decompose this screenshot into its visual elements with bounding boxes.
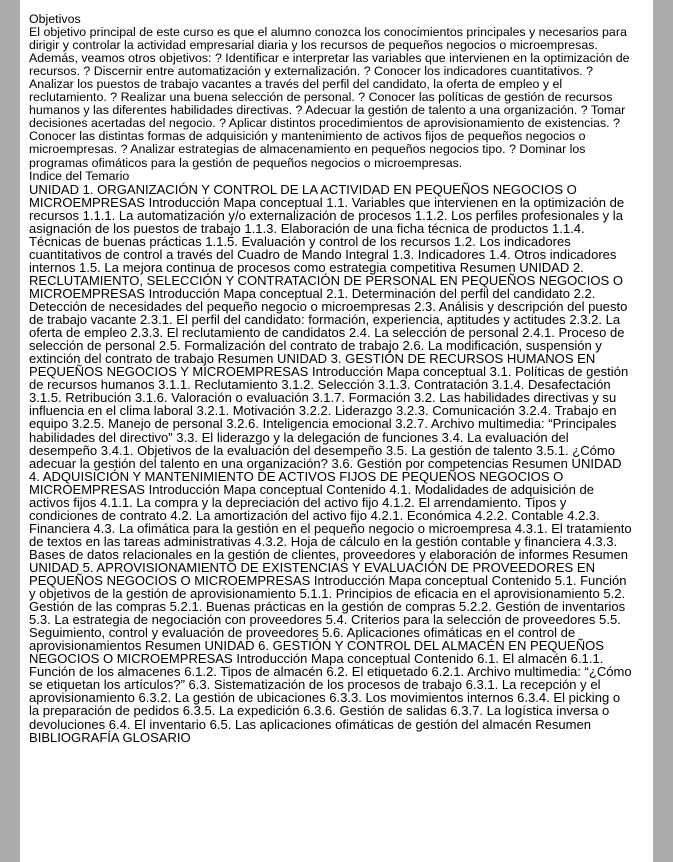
objectives-heading: Objetivos bbox=[29, 12, 81, 26]
viewer-gutter-right bbox=[653, 0, 673, 862]
viewer-gutter-left bbox=[0, 0, 20, 862]
index-heading: Indice del Temario bbox=[29, 168, 130, 183]
page-content bbox=[29, 13, 633, 744]
document-page bbox=[20, 0, 653, 862]
objectives-text: El objetivo principal de este curso es que el alumno conozca los conocimientos principales y necesarios para dirigir y controlar la actividad empresarial diaria y los recursos de pequeños negocios o microempresas. Además, veamos otros objetivos: ? Identificar e interpretar las variables que intervienen en la optimización de recursos. ? Discernir entre automatización y externalización. ? Conocer los indicadores cuantitativos. ? Analizar los puestos de trabajo vacantes a través del perfil del candidato, la oferta de empleo y el reclutamiento. ? Realizar una buena selección de personal. ? Conocer las políticas de gestión de recursos humanos y las diferentes habilidades directivas. ? Adecuar la gestión de talento a una organización. ? Tomar decisiones acertadas del negocio. ? Aplicar distintos procedimientos de aprovisionamiento de existencias. ? Conocer las distintas formas de adquisición y mantenimiento de activos fijos de pequeños negocios o microempresas. ? Analizar estrategias de almacenamiento en pequeños negocios tipo. ? Dominar los programas ofimáticos para la gestión de pequeños negocios o microempresas. bbox=[29, 25, 630, 170]
index-text: UNIDAD 1. ORGANIZACIÓN Y CONTROL DE LA ACTIVIDAD EN PEQUEÑOS NEGOCIOS O MICROEMPRESAS Introducción Mapa conceptual 1.1. Variables que intervienen en la optimización de recursos 1.1.1. La automatización y/o externalización de procesos 1.1.2. Los perfiles profesionales y la asignación de los puestos de trabajo 1.1.3. Elaboración de una ficha técnica de productos 1.1.4. Técnicas de buenas prácticas 1.1.5. Evaluación y control de los recursos 1.2. Los indicadores cuantitativos de control a través del Cuadro de Mando Integral 1.3. Indicadores 1.4. Otros indicadores internos 1.5. La mejora continua de procesos como estrategia competitiva Resumen UNIDAD 2. RECLUTAMIENTO, SELECCIÓN Y CONTRATACIÓN DE PERSONAL EN PEQUEÑOS NEGOCIOS O MICROEMPRESAS Introducción Mapa conceptual 2.1. Determinación del perfil del candidato 2.2. Detección de necesidades del pequeño negocio o microempresas 2.3. Análisis y descripción del puesto de trabajo vacante 2.3.1. El perfil del candidato: formación, experiencia, aptitudes y actitudes 2.3.2. La oferta de empleo 2.3.3. El reclutamiento de candidatos 2.4. La selección de personal 2.4.1. Proceso de selección de personal 2.5. Formalización del contrato de trabajo 2.6. La modificación, suspensión y extinción del contrato de trabajo Resumen UNIDAD 3. GESTIÓN DE RECURSOS HUMANOS EN PEQUEÑOS NEGOCIOS Y MICROEMPRESAS Introducción Mapa conceptual 3.1. Políticas de gestión de recursos humanos 3.1.1. Reclutamiento 3.1.2. Selección 3.1.3. Contratación 3.1.4. Desafectación 3.1.5. Retribución 3.1.6. Valoración o evaluación 3.1.7. Formación 3.2. Las habilidades directivas y su influencia en el clima laboral 3.2.1. Motivación 3.2.2. Liderazgo 3.2.3. Comunicación 3.2.4. Trabajo en equipo 3.2.5. Manejo de personal 3.2.6. Inteligencia emocional 3.2.7. Archivo multimedia: “Principales habilidades del directivo” 3.3. El liderazgo y la delegación de funciones 3.4. La evaluación del desempeño 3.4.1. Objetivos de la evaluación del desempeño 3.5. La gestión de talento 3.5.1. ¿Cómo adecuar la gestión del talento en una organización? 3.6. Gestión por competencias Resumen UNIDAD 4. ADQUISICIÓN Y MANTENIMIENTO DE ACTIVOS FIJOS DE PEQUEÑOS NEGOCIOS O MICROEMPRESAS Introducción Mapa conceptual Contenido 4.1. Modalidades de adquisición de activos fijos 4.1.1. La compra y la depreciación del activo fijo 4.1.2. El arrendamiento. Tipos y condiciones de contrato 4.2. La amortización del activo fijo 4.2.1. Económica 4.2.2. Contable 4.2.3. Financiera 4.3. La ofimática para la gestión en el pequeño negocio o microempresa 4.3.1. El tratamiento de textos en las tareas administrativas 4.3.2. Hoja de cálculo en la gestión contable y financiera 4.3.3. Bases de datos relacionales en la gestión de clientes, proveedores y elaboración de informes Resumen UNIDAD 5. APROVISIONAMIENTO DE EXISTENCIAS Y EVALUACIÓN DE PROVEEDORES EN PEQUEÑOS NEGOCIOS O MICROEMPRESAS Introducción Mapa conceptual Contenido 5.1. Función y objetivos de la gestión de aprovisionamiento 5.1.1. Principios de eficacia en el aprovisionamiento 5.2. Gestión de las compras 5.2.1. Buenas prácticas en la gestión de compras 5.2.2. Gestión de inventarios 5.3. La estrategia de negociación con proveedores 5.4. Criterios para la selección de proveedores 5.5. Seguimiento, control y evaluación de proveedores 5.6. Aplicaciones ofimáticas en el control de aprovisionamientos Resumen UNIDAD 6. GESTIÓN Y CONTROL DEL ALMACÉN EN PEQUEÑOS NEGOCIOS O MICROEMPRESAS Introducción Mapa conceptual Contenido 6.1. El almacén 6.1.1. Función de los almacenes 6.1.2. Tipos de almacén 6.2. El etiquetado 6.2.1. Archivo multimedia: “¿Cómo se etiquetan los artículos?” 6.3. Sistematización de los procesos de trabajo 6.3.1. La recepción y el aprovisionamiento 6.3.2. La gestión de ubicaciones 6.3.3. Los movimientos internos 6.3.4. El picking o la preparación de pedidos 6.3.5. La expedición 6.3.6. Gestión de salidas 6.3.7. La logística inversa o devoluciones 6.4. El inventario 6.5. Las aplicaciones ofimáticas de gestión del almacén Resumen BIBLIOGRAFÍA GLOSARIO bbox=[29, 181, 632, 745]
